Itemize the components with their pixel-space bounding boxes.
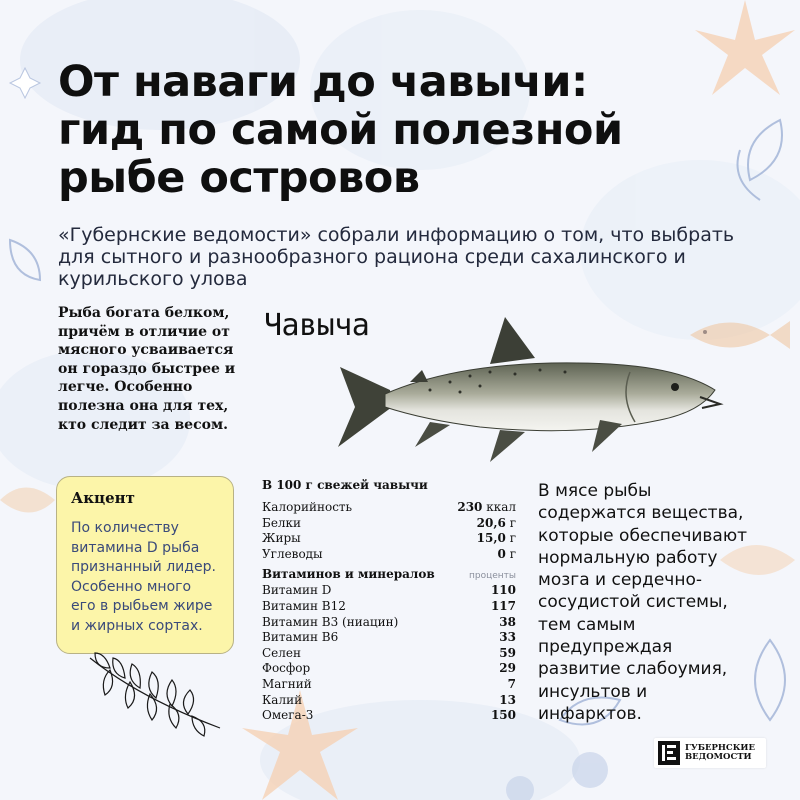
table-row (262, 583, 516, 599)
row-value: 110 (490, 583, 516, 598)
row-label: Фосфор (262, 661, 311, 676)
logo-line-1: ГУБЕРНСКИЕ (685, 742, 755, 753)
row-value: 33 (499, 630, 516, 645)
table-row (262, 677, 516, 693)
row-value: 0 (497, 546, 506, 561)
row-value: 29 (499, 661, 516, 676)
table-row (262, 547, 516, 563)
nutrition-heading: В 100 г свежей чавычи (262, 478, 428, 492)
row-label: Витамин B3 (ниацин) (262, 614, 399, 629)
accent-heading: Акцент (71, 489, 135, 507)
table-row (262, 661, 516, 677)
table-row (262, 708, 516, 724)
row-value: 59 (499, 645, 516, 660)
row-value: 13 (499, 692, 516, 707)
row-unit: г (505, 546, 516, 561)
page-title (58, 58, 758, 202)
row-value: 150 (490, 708, 516, 723)
row-value: 230 (457, 500, 483, 514)
table-row (262, 646, 516, 662)
logo-mark-icon (658, 741, 680, 765)
row-label: Белки (262, 515, 302, 530)
row-label: Жиры (262, 531, 301, 546)
table-row (262, 531, 516, 547)
title-line-1: От наваги до чавычи: (58, 57, 588, 107)
row-value: 15,0 (476, 531, 506, 546)
row-value: 117 (490, 598, 516, 613)
logo-text (685, 744, 755, 763)
lead-paragraph: «Губернские ведомости» собрали информацию о том, что выбрать для сытного и разнообразного рациона среди сахалинского и курильского улова (58, 224, 735, 290)
table-row (262, 599, 516, 615)
title-line-2: гид по самой полезной (58, 105, 623, 155)
accent-box (56, 476, 234, 654)
row-label: Калорийность (262, 500, 353, 514)
logo-line-2: ВЕДОМОСТИ (685, 752, 752, 762)
row-unit: г (505, 515, 516, 530)
row-label: Витамин D (262, 583, 332, 598)
coral-icon (80, 648, 230, 748)
nutrition-table (262, 478, 516, 724)
vitamins-heading: Витаминов и минералов (262, 567, 435, 582)
table-row (262, 630, 516, 646)
row-unit: г (505, 531, 516, 546)
row-label: Магний (262, 676, 312, 691)
vitamins-note: проценты (469, 571, 516, 582)
protein-note: Рыба богата белком, причём в отличие от мясного усваивается он гораздо быстрее и легче. Особенно полезна она для тех, кто следит за весом. (58, 305, 236, 433)
table-row (262, 500, 516, 516)
chinook-salmon-image (330, 312, 730, 462)
row-label: Витамин B12 (262, 598, 346, 613)
accent-text: По количеству витамина D рыба признанный лидер. Особенно много его в рыбьем жире и жирных сортах. (71, 520, 216, 634)
row-value: 20,6 (476, 515, 506, 530)
health-benefits-text: В мясе рыбы содержатся вещества, которые обеспечивают нормальную работу мозга и сердечно-сосудистой системы, тем самым предупреждая развитие слабоумия, инсультов и инфарктов. (538, 481, 748, 724)
vitamins-subheader (262, 565, 516, 583)
title-line-3: рыбе островов (58, 153, 420, 203)
row-label: Витамин B6 (262, 630, 339, 645)
row-value: 38 (499, 614, 516, 629)
row-label: Калий (262, 692, 303, 707)
table-row (262, 693, 516, 709)
table-row (262, 615, 516, 631)
publisher-logo (654, 738, 766, 768)
row-unit: ккал (482, 500, 516, 514)
fish-name: Чавыча (264, 308, 370, 343)
row-value: 7 (507, 676, 516, 691)
table-row (262, 516, 516, 532)
row-label: Углеводы (262, 546, 323, 561)
row-label: Селен (262, 645, 302, 660)
row-label: Омега-3 (262, 708, 314, 723)
